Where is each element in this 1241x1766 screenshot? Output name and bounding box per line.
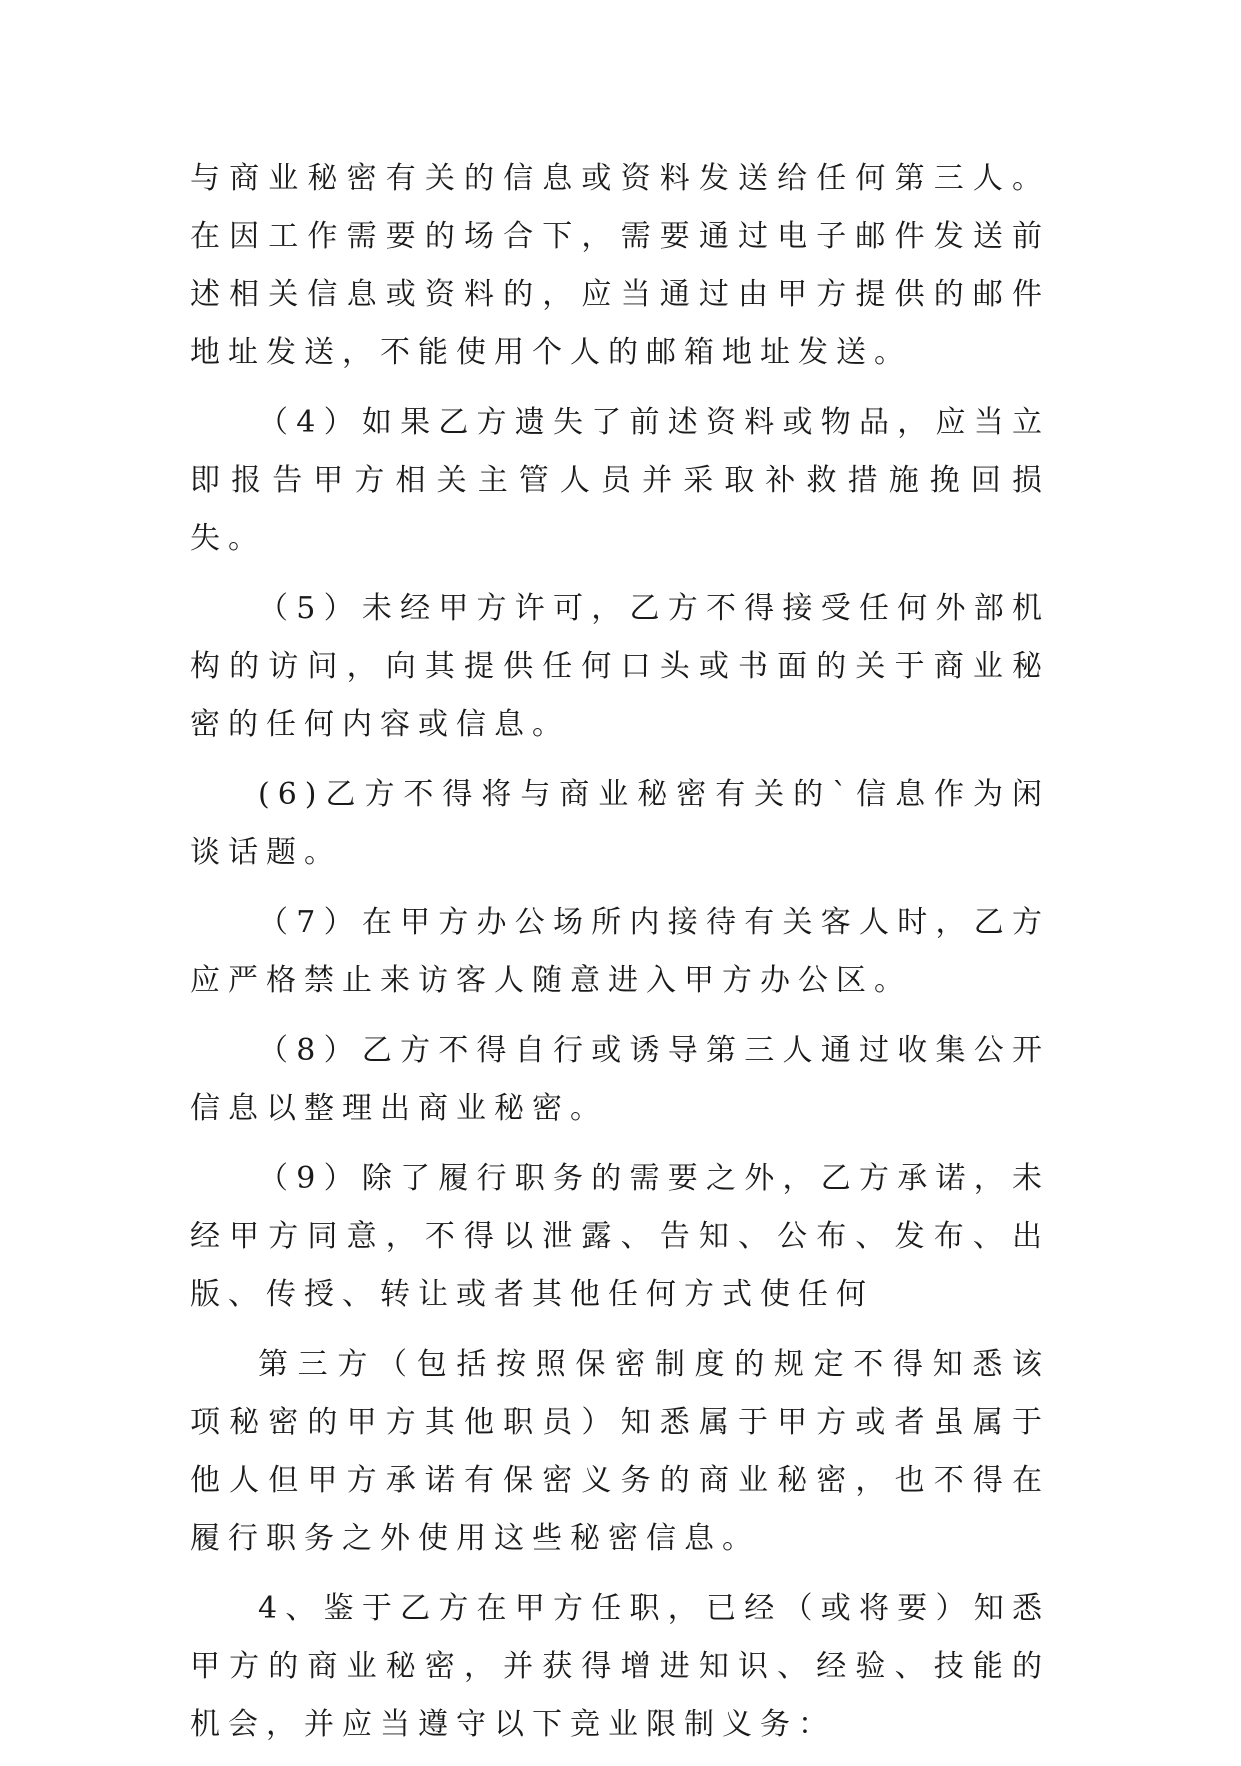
paragraph-continuation: 与商业秘密有关的信息或资料发送给任何第三人。在因工作需要的场合下，需要通过电子邮件发送前述相关信息或资料的，应当通过由甲方提供的邮件地址发送，不能使用个人的邮箱地址发送。 (190, 161, 1050, 370)
paragraph-item-7: （7）在甲方办公场所内接待有关客人时，乙方应严格禁止来访客人随意进入甲方办公区。 (190, 905, 1050, 998)
paragraph-item-9: （9）除了履行职务的需要之外，乙方承诺，未经甲方同意，不得以泄露、告知、公布、发布、出版、传授、转让或者其他任何方式使任何 (190, 1161, 1050, 1312)
paragraph-item-8: （8）乙方不得自行或诱导第三人通过收集公开信息以整理出商业秘密。 (190, 1033, 1050, 1126)
paragraph-item-6: (6)乙方不得将与商业秘密有关的`信息作为闲谈话题。 (190, 777, 1050, 870)
paragraph-section-4: 4、鉴于乙方在甲方任职，已经（或将要）知悉甲方的商业秘密，并获得增进知识、经验、技能的机会，并应当遵守以下竞业限制义务： (190, 1591, 1050, 1742)
paragraph-third-party: 第三方（包括按照保密制度的规定不得知悉该项秘密的甲方其他职员）知悉属于甲方或者虽属于他人但甲方承诺有保密义务的商业秘密，也不得在履行职务之外使用这些秘密信息。 (190, 1347, 1050, 1556)
paragraph-item-5: （5）未经甲方许可，乙方不得接受任何外部机构的访问，向其提供任何口头或书面的关于商业秘密的任何内容或信息。 (190, 591, 1050, 742)
document-body (190, 150, 1050, 1766)
paragraph-item-4: （4）如果乙方遗失了前述资料或物品，应当立即报告甲方相关主管人员并采取补救措施挽回损失。 (190, 405, 1050, 556)
